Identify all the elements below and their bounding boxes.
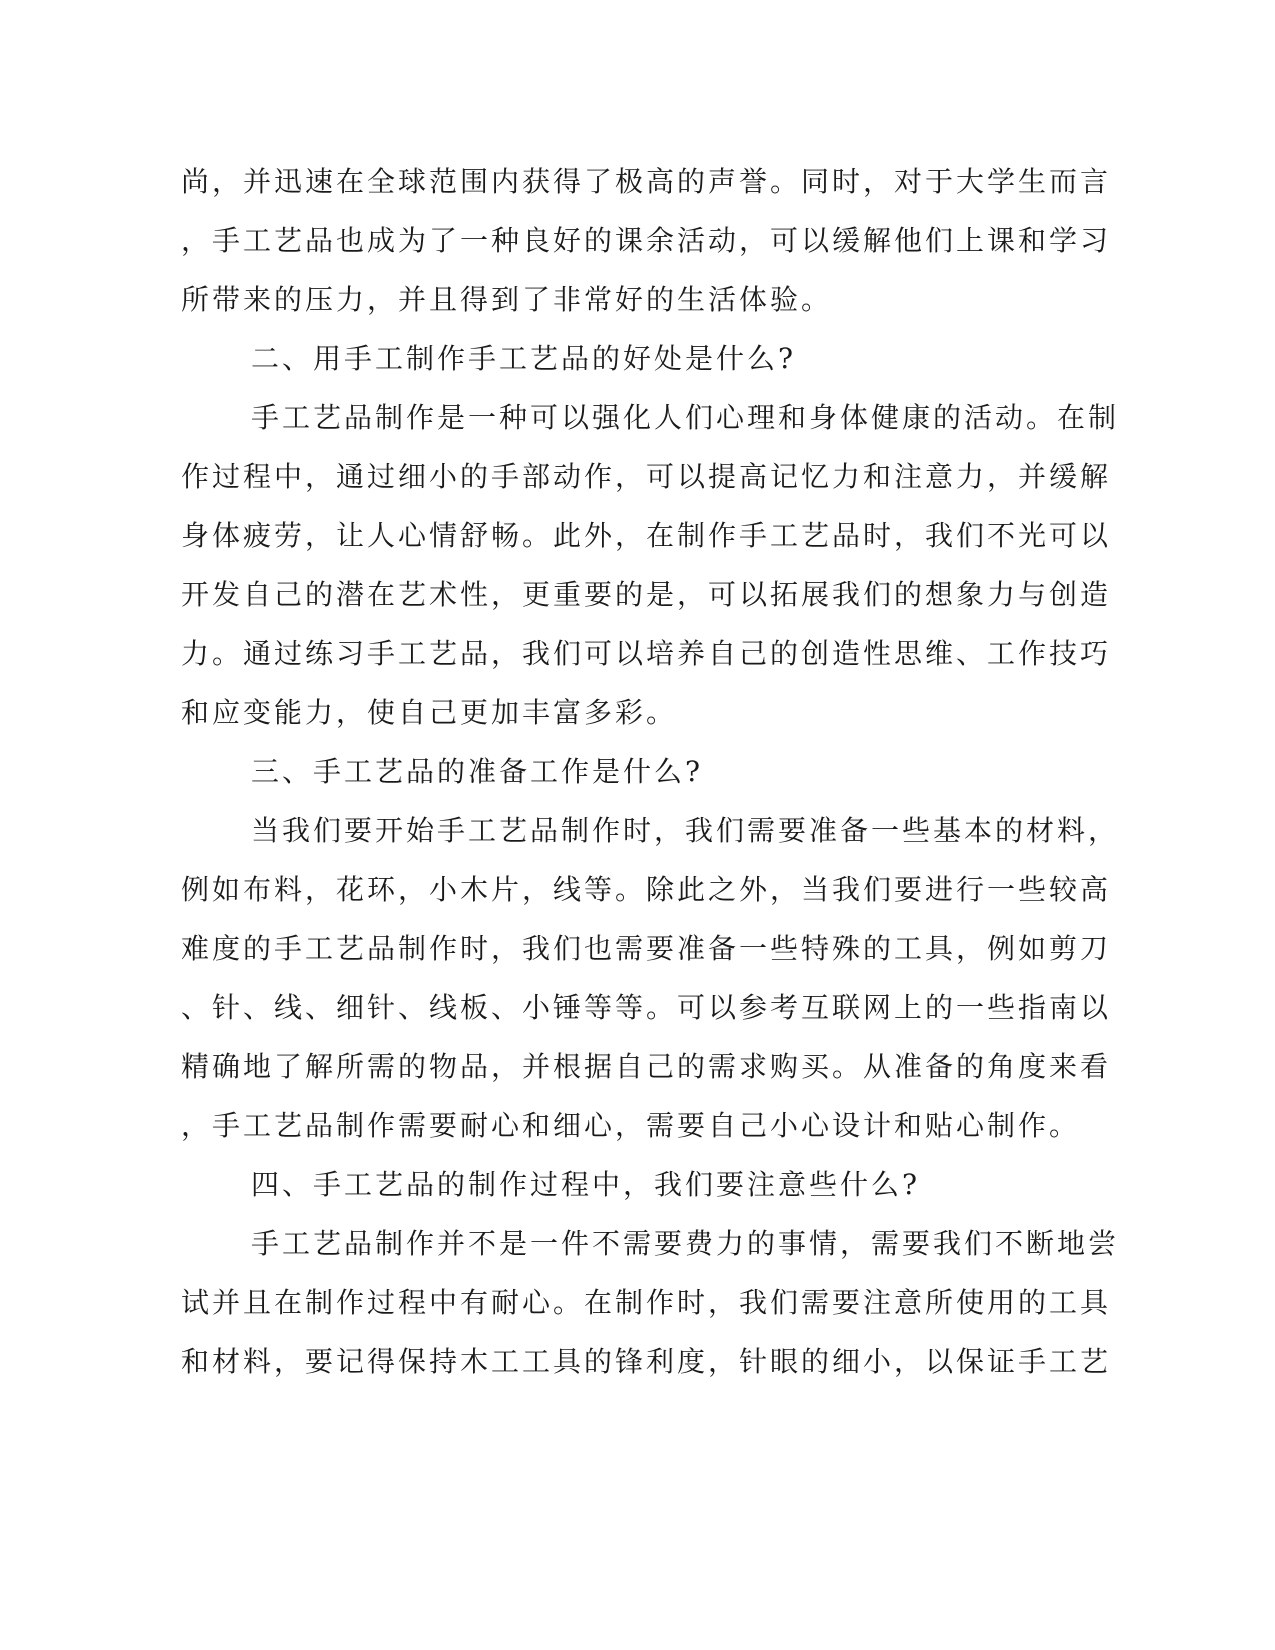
text-line: 尚，并迅速在全球范围内获得了极高的声誉。同时，对于大学生而言	[181, 165, 1112, 198]
text-line: 精确地了解所需的物品，并根据自己的需求购买。从准备的角度来看	[181, 1050, 1112, 1083]
text-line: 力。通过练习手工艺品，我们可以培养自己的创造性思维、工作技巧	[181, 637, 1112, 670]
text-line: ，手工艺品也成为了一种良好的课余活动，可以缓解他们上课和学习	[181, 224, 1112, 257]
text-line: 例如布料，花环，小木片，线等。除此之外，当我们要进行一些较高	[181, 873, 1112, 906]
text-line: 所带来的压力，并且得到了非常好的生活体验。	[181, 283, 833, 316]
text-line: 当我们要开始手工艺品制作时，我们需要准备一些基本的材料，	[251, 814, 1120, 847]
section-heading: 二、用手工制作手工艺品的好处是什么?	[251, 342, 797, 375]
section-heading: 四、手工艺品的制作过程中，我们要注意些什么?	[251, 1168, 921, 1201]
text-line: 、针、线、细针、线板、小锤等等。可以参考互联网上的一些指南以	[181, 991, 1112, 1024]
text-line: 手工艺品制作是一种可以强化人们心理和身体健康的活动。在制	[251, 401, 1120, 434]
text-line: 和材料，要记得保持木工工具的锋利度，针眼的细小，以保证手工艺	[181, 1345, 1112, 1378]
text-line: 开发自己的潜在艺术性，更重要的是，可以拓展我们的想象力与创造	[181, 578, 1112, 611]
text-line: ，手工艺品制作需要耐心和细心，需要自己小心设计和贴心制作。	[181, 1109, 1081, 1142]
section-heading: 三、手工艺品的准备工作是什么?	[251, 755, 704, 788]
text-line: 和应变能力，使自己更加丰富多彩。	[181, 696, 678, 729]
text-line: 试并且在制作过程中有耐心。在制作时，我们需要注意所使用的工具	[181, 1286, 1112, 1319]
text-line: 身体疲劳，让人心情舒畅。此外，在制作手工艺品时，我们不光可以	[181, 519, 1112, 552]
text-line: 难度的手工艺品制作时，我们也需要准备一些特殊的工具，例如剪刀	[181, 932, 1112, 965]
text-line: 手工艺品制作并不是一件不需要费力的事情，需要我们不断地尝	[251, 1227, 1120, 1260]
text-line: 作过程中，通过细小的手部动作，可以提高记忆力和注意力，并缓解	[181, 460, 1112, 493]
